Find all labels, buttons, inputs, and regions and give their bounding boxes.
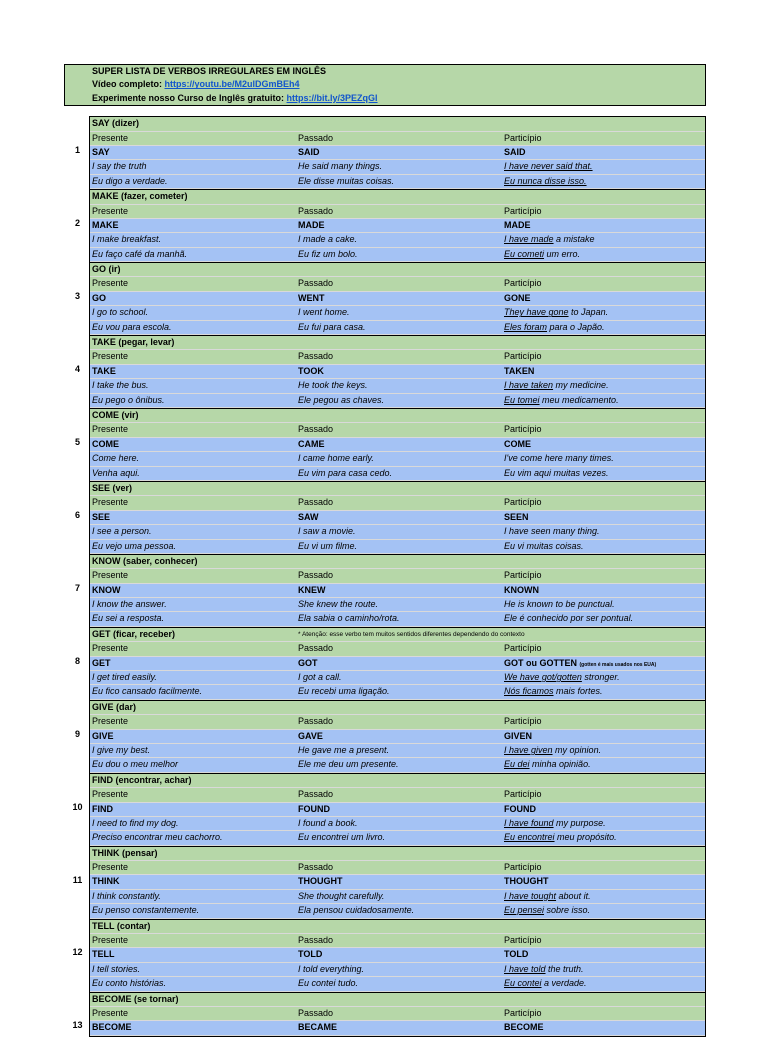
verb-forms-row (90, 511, 705, 525)
verb-participle: COME (504, 438, 531, 449)
example-row-portuguese (90, 467, 705, 481)
verb-title: THINK (pensar) (92, 847, 158, 858)
col-participle-label: Particípio (504, 716, 542, 727)
example-row-portuguese (90, 904, 705, 918)
example-text: Ela pensou cuidadosamente. (298, 905, 415, 916)
example-text: I have tought about it. (504, 890, 591, 901)
example-text: I have made a mistake (504, 234, 595, 245)
example-text: Eu encontrei meu propósito. (504, 832, 617, 843)
example-text: He is known to be punctual. (504, 599, 615, 610)
verb-number: 9 (74, 728, 80, 739)
col-participle-label: Particípio (504, 497, 542, 508)
verb-title-row (90, 774, 705, 788)
verb-title-row (90, 555, 705, 569)
verb-block (74, 700, 706, 773)
col-present-label: Presente (92, 789, 129, 800)
column-labels-row (90, 205, 705, 219)
verb-note: * Atenção: esse verbo tem muitos sentidos diferentes dependendo do contexto (298, 630, 525, 638)
example-text: Eu dou o meu melhor (92, 759, 179, 770)
verb-past: CAME (298, 438, 325, 449)
col-participle-label: Particípio (504, 278, 542, 289)
header-video-row (65, 78, 705, 91)
col-past-label: Passado (298, 1008, 334, 1018)
example-row-english (90, 452, 705, 466)
verb-title: SEE (ver) (92, 482, 133, 493)
example-text: I made a cake. (298, 234, 358, 245)
verb-title: FIND (encontrar, achar) (92, 774, 192, 785)
verb-number: 8 (74, 655, 80, 666)
verb-number: 3 (74, 290, 80, 301)
verb-past: SAW (298, 511, 319, 522)
verb-title: GIVE (dar) (92, 701, 137, 712)
verb-number: 4 (74, 363, 80, 374)
verb-block (72, 846, 706, 919)
verb-block (74, 554, 706, 627)
example-text: Preciso encontrar meu cachorro. (92, 832, 223, 843)
example-text: Eu vejo uma pessoa. (92, 540, 177, 551)
verb-forms-row (90, 730, 705, 744)
verb-number: 7 (74, 582, 80, 593)
col-past-label: Passado (298, 497, 334, 508)
verb-participle: TAKEN (504, 365, 535, 376)
verb-past: GAVE (298, 730, 323, 741)
verb-participle: GOT ou GOTTEN (gotten é mais usados nos EUA) (504, 657, 657, 668)
verb-number: 12 (72, 947, 83, 958)
verb-block (74, 408, 706, 481)
example-row-portuguese (90, 540, 705, 554)
verb-title: MAKE (fazer, cometer) (92, 191, 188, 202)
verb-block (74, 116, 706, 189)
example-text: Eu pensei sobre isso. (504, 905, 591, 916)
verb-participle: GONE (504, 292, 531, 303)
video-label: Vídeo completo: (92, 79, 165, 90)
example-row-english (90, 744, 705, 758)
example-row-portuguese (90, 248, 705, 262)
verb-present: GET (92, 657, 111, 668)
col-past-label: Passado (298, 205, 334, 216)
verb-present: SAY (92, 146, 110, 157)
verb-table (64, 116, 706, 1037)
verb-title: TAKE (pegar, levar) (92, 337, 175, 348)
example-row-english (90, 379, 705, 393)
col-past-label: Passado (298, 862, 334, 873)
example-text: They have gone to Japan. (504, 307, 609, 318)
verb-past: TOLD (298, 949, 323, 960)
example-text: Eu fico cansado facilmente. (92, 686, 203, 697)
example-text: Eu encontrei um livro. (298, 832, 386, 843)
col-present-label: Presente (92, 862, 129, 873)
verb-title-row (90, 263, 705, 277)
verb-title-row (90, 847, 705, 861)
example-text: I have taken my medicine. (504, 380, 609, 391)
example-row-portuguese (90, 175, 705, 189)
verb-title-row (90, 190, 705, 204)
col-past-label: Passado (298, 716, 334, 727)
example-text: Eu nunca disse isso. (504, 175, 587, 186)
example-text: Ela sabia o caminho/rota. (298, 613, 400, 624)
col-present-label: Presente (92, 643, 129, 654)
column-labels-row (90, 350, 705, 364)
verb-number: 13 (72, 1020, 83, 1031)
example-row-english (90, 817, 705, 831)
col-present-label: Presente (92, 351, 129, 362)
example-text: Eu contei a verdade. (504, 978, 587, 989)
example-text: I need to find my dog. (92, 817, 179, 828)
verb-block (74, 335, 706, 408)
participle-note: (gotten é mais usados nos EUA) (579, 661, 657, 668)
verb-number: 6 (74, 509, 80, 520)
example-text: I found a book. (298, 817, 358, 828)
column-labels-row (90, 496, 705, 510)
example-text: I make breakfast. (92, 234, 162, 245)
example-text: Venha aqui. (92, 467, 140, 478)
col-participle-label: Particípio (504, 643, 542, 654)
example-text: Ele pegou as chaves. (298, 394, 385, 405)
verb-present: TAKE (92, 365, 116, 376)
verb-present: GIVE (92, 730, 114, 741)
verb-present: MAKE (92, 219, 119, 230)
verb-number: 10 (72, 801, 83, 812)
example-text: I tell stories. (92, 963, 141, 974)
page-title: SUPER LISTA DE VERBOS IRREGULARES EM INGLÊS (92, 66, 327, 76)
example-text: I give my best. (92, 744, 151, 755)
example-text: I go to school. (92, 307, 149, 318)
example-text: Eu conto histórias. (92, 978, 167, 989)
verb-past: BECAME (298, 1022, 338, 1033)
example-text: Ele disse muitas coisas. (298, 175, 395, 186)
col-present-label: Presente (92, 205, 129, 216)
col-past-label: Passado (298, 278, 334, 289)
verb-title-row (90, 920, 705, 934)
example-text: I saw a movie. (298, 526, 356, 537)
col-participle-label: Particípio (504, 862, 542, 873)
verb-participle: MADE (504, 219, 531, 230)
verb-forms-row (90, 803, 705, 817)
example-text: Eu vim aqui muitas vezes. (504, 467, 609, 478)
example-row-english (90, 233, 705, 247)
example-text: Ele é conhecido por ser pontual. (504, 613, 634, 624)
verb-title-row (90, 701, 705, 715)
verb-past: MADE (298, 219, 325, 230)
verb-block (74, 262, 706, 335)
verb-number: 11 (72, 874, 83, 885)
verb-present: TELL (92, 949, 115, 960)
example-row-english (90, 671, 705, 685)
example-text: I told everything. (298, 963, 365, 974)
verb-title-row (90, 117, 705, 131)
header-title-row (65, 65, 705, 78)
example-text: Eu penso constantemente. (92, 905, 200, 916)
example-text: I have never said that. (504, 161, 593, 172)
verb-present: COME (92, 438, 119, 449)
verb-present: THINK (92, 876, 120, 887)
example-text: Eu fui para casa. (298, 321, 366, 332)
verb-block (72, 919, 706, 992)
example-text: I've come here many times. (504, 453, 614, 464)
verb-block (74, 189, 706, 262)
col-participle-label: Particípio (504, 132, 542, 143)
example-text: I get tired easily. (92, 672, 157, 683)
verb-past: WENT (298, 292, 325, 303)
example-row-english (90, 306, 705, 320)
verb-title: SAY (dizer) (92, 118, 140, 129)
header-block (64, 64, 706, 106)
example-text: She thought carefully. (298, 890, 385, 901)
example-text: Eles foram para o Japão. (504, 321, 605, 332)
verb-participle: KNOWN (504, 584, 539, 595)
example-text: He gave me a present. (298, 744, 390, 755)
column-labels-row (90, 861, 705, 875)
example-text: I came home early. (298, 453, 374, 464)
col-present-label: Presente (92, 1008, 129, 1018)
header-course-row (65, 92, 705, 105)
verb-title: BECOME (se tornar) (92, 993, 179, 1004)
col-past-label: Passado (298, 935, 334, 946)
verb-participle: FOUND (504, 803, 536, 814)
col-present-label: Presente (92, 570, 129, 581)
example-text: Nós ficamos mais fortes. (504, 686, 603, 697)
verb-forms-row (90, 584, 705, 598)
example-row-portuguese (90, 831, 705, 845)
example-text: Eu digo a verdade. (92, 175, 168, 186)
example-text: Eu recebi uma ligação. (298, 686, 390, 697)
example-text: Eu vim para casa cedo. (298, 467, 393, 478)
col-present-label: Presente (92, 424, 129, 435)
verb-forms-row (90, 438, 705, 452)
verb-title-row (90, 409, 705, 423)
col-past-label: Passado (298, 570, 334, 581)
example-text: I think constantly. (92, 890, 161, 901)
col-present-label: Presente (92, 716, 129, 727)
column-labels-row (90, 569, 705, 583)
example-text: She knew the route. (298, 599, 379, 610)
example-text: He said many things. (298, 161, 383, 172)
example-text: I went home. (298, 307, 350, 318)
verb-past: TOOK (298, 365, 324, 376)
col-present-label: Presente (92, 132, 129, 143)
col-past-label: Passado (298, 789, 334, 800)
verb-number: 5 (74, 436, 80, 447)
verb-participle: THOUGHT (504, 876, 549, 887)
example-row-english (90, 525, 705, 539)
example-text: Ele me deu um presente. (298, 759, 399, 770)
verb-participle: GIVEN (504, 730, 533, 741)
verb-forms-row (90, 948, 705, 962)
verb-forms-row (90, 657, 705, 671)
example-text: Eu cometi um erro. (504, 248, 581, 259)
verb-present: BECOME (92, 1022, 132, 1033)
column-labels-row (90, 423, 705, 437)
verb-title-row (90, 628, 705, 642)
column-labels-row (90, 788, 705, 802)
verb-participle: TOLD (504, 949, 529, 960)
verb-participle: SEEN (504, 511, 529, 522)
example-text: Eu sei a resposta. (92, 613, 165, 624)
verb-forms-row (90, 365, 705, 379)
example-row-portuguese (90, 977, 705, 991)
verb-title: COME (vir) (92, 409, 139, 420)
example-row-english (90, 963, 705, 977)
example-text: Eu pego o ônibus. (92, 394, 165, 405)
verb-block (74, 481, 706, 554)
example-text: I see a person. (92, 526, 152, 537)
verb-title-row (90, 993, 705, 1007)
verb-present: KNOW (92, 584, 121, 595)
verb-block (74, 627, 706, 700)
example-text: Come here. (92, 453, 140, 464)
example-row-english (90, 160, 705, 174)
verb-block (72, 773, 706, 846)
spreadsheet (64, 64, 706, 1037)
example-text: Eu faço café da manhã. (92, 248, 188, 259)
example-text: Eu dei minha opinião. (504, 759, 591, 770)
col-present-label: Presente (92, 497, 129, 508)
example-text: He took the keys. (298, 380, 368, 391)
course-label: Experimente nosso Curso de Inglês gratuito: (92, 92, 287, 103)
example-text: I have told the truth. (504, 963, 584, 974)
verb-present: GO (92, 292, 107, 303)
col-participle-label: Particípio (504, 1008, 542, 1018)
verb-past: SAID (298, 146, 320, 157)
verb-title: GET (ficar, receber) (92, 628, 176, 639)
verb-title: GO (ir) (92, 264, 121, 275)
example-text: I have found my purpose. (504, 817, 606, 828)
example-text: Eu contei tudo. (298, 978, 359, 989)
example-text: Eu fiz um bolo. (298, 248, 358, 259)
column-labels-row (90, 132, 705, 146)
col-past-label: Passado (298, 351, 334, 362)
verb-forms-row (90, 875, 705, 889)
verb-number: 1 (74, 144, 80, 155)
example-row-portuguese (90, 394, 705, 408)
col-past-label: Passado (298, 643, 334, 654)
example-row-portuguese (90, 321, 705, 335)
example-text: I say the truth (92, 161, 147, 172)
column-labels-row (90, 277, 705, 291)
example-text: I have given my opinion. (504, 744, 602, 755)
col-participle-label: Particípio (504, 205, 542, 216)
example-text: We have got/gotten stronger. (504, 672, 620, 683)
example-row-english (90, 598, 705, 612)
verb-block (72, 992, 706, 1037)
column-labels-row (90, 1007, 705, 1021)
column-labels-row (90, 642, 705, 656)
example-text: I have seen many thing. (504, 526, 600, 537)
example-text: I got a call. (298, 672, 342, 683)
video-link[interactable]: https://youtu.be/M2ulDGmBEh4 (164, 79, 300, 90)
example-row-portuguese (90, 612, 705, 626)
verb-number: 2 (74, 217, 80, 228)
col-participle-label: Particípio (504, 424, 542, 435)
col-present-label: Presente (92, 278, 129, 289)
column-labels-row (90, 934, 705, 948)
example-text: I know the answer. (92, 599, 167, 610)
verb-title: KNOW (saber, conhecer) (92, 555, 198, 566)
verb-participle: SAID (504, 146, 526, 157)
verb-past: GOT (298, 657, 318, 668)
verb-forms-row (90, 146, 705, 160)
col-participle-label: Particípio (504, 351, 542, 362)
verb-forms-row (90, 292, 705, 306)
verb-title: TELL (contar) (92, 920, 151, 931)
example-row-portuguese (90, 685, 705, 699)
example-text: I take the bus. (92, 380, 149, 391)
example-text: Eu vou para escola. (92, 321, 172, 332)
col-past-label: Passado (298, 132, 334, 143)
verb-participle: BECOME (504, 1022, 544, 1033)
example-text: Eu vi um filme. (298, 540, 358, 551)
column-labels-row (90, 715, 705, 729)
verb-forms-row (90, 219, 705, 233)
verb-title-row (90, 482, 705, 496)
verb-present: FIND (92, 803, 113, 814)
verb-past: FOUND (298, 803, 330, 814)
col-participle-label: Particípio (504, 570, 542, 581)
example-text: Eu vi muitas coisas. (504, 540, 584, 551)
verb-past: KNEW (298, 584, 326, 595)
example-row-english (90, 890, 705, 904)
col-past-label: Passado (298, 424, 334, 435)
example-text: Eu tomei meu medicamento. (504, 394, 619, 405)
example-row-portuguese (90, 758, 705, 772)
col-participle-label: Particípio (504, 789, 542, 800)
verb-past: THOUGHT (298, 876, 343, 887)
col-participle-label: Particípio (504, 935, 542, 946)
verb-title-row (90, 336, 705, 350)
course-link[interactable]: https://bit.ly/3PEZqGl (286, 92, 378, 103)
col-present-label: Presente (92, 935, 129, 946)
verb-present: SEE (92, 511, 111, 522)
